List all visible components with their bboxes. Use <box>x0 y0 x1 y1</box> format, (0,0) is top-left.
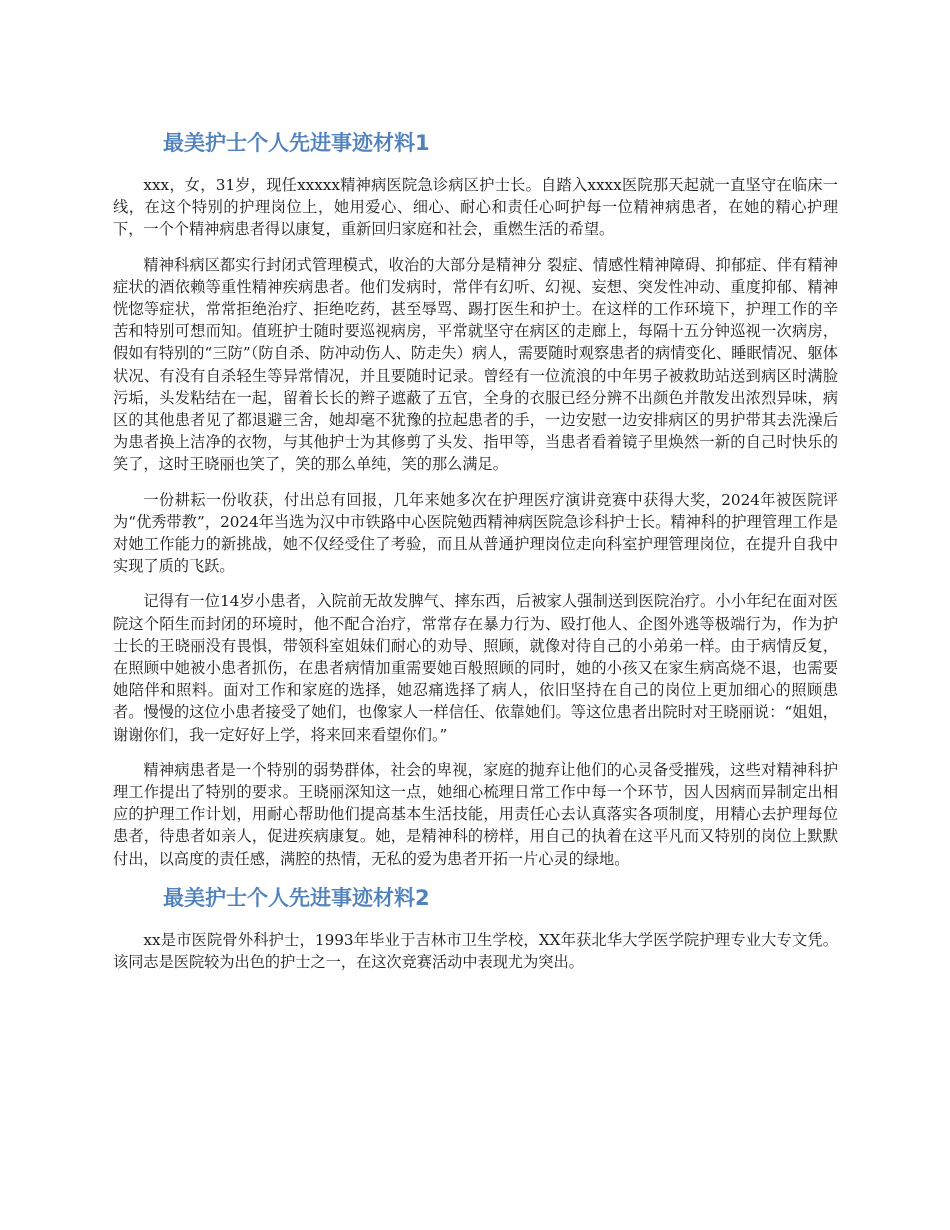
section-1-paragraph-3: 一份耕耘一份收获，付出总有回报，几年来她多次在护理医疗演讲竞赛中获得大奖，2024年被医院评为“优秀带教”，2024年当选为汉中市铁路中心医院勉西精神病医院急诊科护士长。精神科的护理管理工作是对她工作能力的新挑战，她不仅经受住了考验，而且从普通护理岗位走向科室护理管理岗位，在提升自我中实现了质的飞跃。 <box>113 490 838 576</box>
section-2-paragraph-1: xx是市医院骨外科护士，1993年毕业于吉林市卫生学校，XX年获北华大学医学院护理专业大专文凭。该同志是医院较为出色的护士之一，在这次竞赛活动中表现尤为突出。 <box>113 930 838 972</box>
section-1-title: 最美护士个人先进事迹材料1 <box>163 131 430 155</box>
section-2-title: 最美护士个人先进事迹材料2 <box>163 885 430 910</box>
section-1-paragraph-1: xxx，女，31岁，现任xxxxx精神病医院急诊病区护士长。自踏入xxxx医院那天起就一直坚守在临床一线，在这个特别的护理岗位上，她用爱心、细心、耐心和责任心呵护每一位精神病患者，在她的精心护理下，一个个精神病患者得以康复，重新回归家庭和社会，重燃生活的希望。 <box>113 176 838 239</box>
section-1-paragraph-5: 精神病患者是一个特别的弱势群体，社会的卑视，家庭的抛弃让他们的心灵备受摧残，这些对精神科护理工作提出了特别的要求。王晓丽深知这一点，她细心梳理日常工作中每一个环节，因人因病而异制定出相应的护理工作计划，用耐心帮助他们提高基本生活技能，用责任心去认真落实各项制度，用精心去护理每位患者，待患者如亲人，促进疾病康复。她，是精神科的榜样，用自己的执着在这平凡而又特别的岗位上默默付出，以高度的责任感，满腔的热情，无私的爱为患者开拓一片心灵的绿地。 <box>113 760 838 868</box>
section-1-paragraph-4: 记得有一位14岁小患者，入院前无故发脾气、摔东西，后被家人强制送到医院治疗。小小年纪在面对医院这个陌生而封闭的环境时，他不配合治疗，常常存在暴力行为、殴打他人、企图外逃等极端行为，作为护士长的王晓丽没有畏惧，带领科室姐妹们耐心的劝导、照顾，就像对待自己的小弟弟一样。由于病情反复，在照顾中她被小患者抓伤，在患者病情加重需要她百般照顾的同时，她的小孩又在家生病高烧不退，也需要她陪伴和照料。面对工作和家庭的选择，她忍痛选择了病人，依旧坚持在自己的岗位上更加细心的照顾患者。慢慢的这位小患者接受了她们，也像家人一样信任、依靠她们。等这位患者出院时对王晓丽说：“姐姐，谢谢你们，我一定好好上学，将来回来看望你们。” <box>113 592 838 744</box>
document-body <box>113 128 838 986</box>
section-1-paragraph-2: 精神科病区都实行封闭式管理模式，收治的大部分是精神分 裂症、情感性精神障碍、抑郁症、伴有精神症状的酒依赖等重性精神疾病患者。他们发病时，常伴有幻听、幻视、妄想、突发性冲动、重度抑郁、精神恍惚等症状，常常拒绝治疗、拒绝吃药，甚至辱骂、踢打医生和护士。在这样的工作环境下，护理工作的辛苦和特别可想而知。值班护士随时要巡视病房，平常就坚守在病区的走廊上，每隔十五分钟巡视一次病房，假如有特别的“三防”（防自杀、防冲动伤人、防走失）病人，需要随时观察患者的病情变化、睡眠情况、躯体状况、有没有自杀轻生等异常情况，并且要随时记录。曾经有一位流浪的中年男子被救助站送到病区时满脸污垢，头发粘结在一起，留着长长的辫子遮蔽了五官，全身的衣服已经分辨不出颜色并散发出浓烈异味，病区的其他患者见了都退避三舍，她却毫不犹豫的拉起患者的手，一边安慰一边安排病区的男护带其去洗澡后为患者换上洁净的衣物，与其他护士为其修剪了头发、指甲等，当患者看着镜子里焕然一新的自己时快乐的笑了，这时王晓丽也笑了，笑的那么单纯，笑的那么满足。 <box>113 255 838 474</box>
